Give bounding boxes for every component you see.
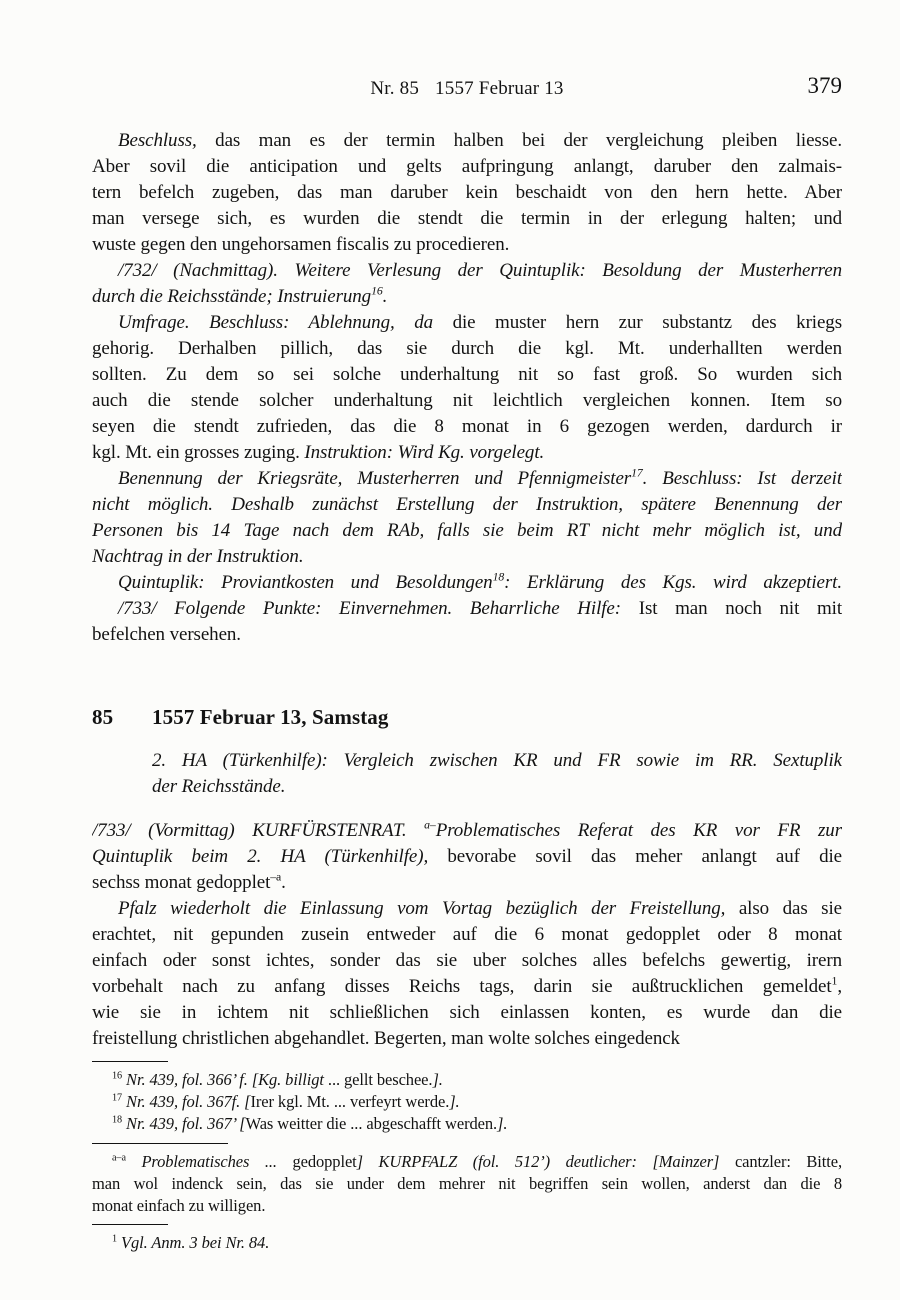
text-line: wie sie in ichtem nit schließlichen sich einlassen konten, es wurde dan die <box>92 1002 842 1023</box>
text-line: erachtet, nit gepunden zusein entweder auf die 6 monat gedopplet oder 8 monat <box>92 924 842 945</box>
text-line: 2. HA (Türkenhilfe): Vergleich zwischen KR und FR sowie im RR. Sextuplik <box>152 750 842 771</box>
text-line: kgl. Mt. ein grosses zuging. Instruktion: Wird Kg. vorgelegt. <box>92 442 545 463</box>
pfalz-paragraph <box>92 896 842 1052</box>
text-line: Beschluss, das man es der termin halben bei der vergleichung pleiben liesse. <box>118 130 842 151</box>
umfrage-paragraph <box>92 310 842 466</box>
quintuplik-paragraph <box>92 570 842 596</box>
text-line: $^1$ Vgl. Anm. 3 bei Nr. 84. <box>112 1233 270 1252</box>
footnote-1 <box>92 1232 842 1254</box>
folgende-punkte-paragraph <box>92 596 842 648</box>
text-line: Quintuplik beim 2. HA (Türkenhilfe), bevorabe sovil das meher anlangt auf die <box>92 846 842 867</box>
text-line: man versege sich, es wurden die stendt die termin in der erlegung halten; und <box>92 208 842 229</box>
text-line: Pfalz wiederholt die Einlassung vom Vortag bezüglich der Freistellung, also das sie <box>118 898 842 919</box>
text-line: sechss monat gedopplet$^{-a}$. <box>92 870 286 893</box>
footnote-17 <box>92 1091 842 1113</box>
text-line: durch die Reichsstände; Instruierung$^{16}$. <box>92 284 388 307</box>
running-head-date: 1557 Februar 13 <box>435 78 564 99</box>
text-line: sollten. Zu dem so sei solche underhaltung nit so fast groß. So wurden sich <box>92 364 842 385</box>
entry-85-heading <box>92 702 842 732</box>
apparatus-note-a <box>92 1151 842 1217</box>
running-head <box>92 78 842 100</box>
nachmittag-session-paragraph <box>92 258 842 310</box>
text-line: Nachtrag in der Instruktion. <box>92 546 304 567</box>
text-line: Aber sovil die anticipation und gelts aufpringung anlangt, daruber den zalmais- <box>92 156 842 177</box>
text-line: Quintuplik: Proviantkosten und Besoldungen$^{18}$: Erklärung des Kgs. wird akzeptiert. <box>118 570 842 593</box>
text-line: der Reichsstände. <box>152 776 286 797</box>
footnote-separator-rule <box>92 1061 168 1062</box>
entry-number: 85 <box>92 705 114 729</box>
text-line: monat einfach zu willigen. <box>92 1196 266 1215</box>
page-number: 379 <box>807 73 842 98</box>
text-line: nicht möglich. Deshalb zunächst Erstellung der Instruktion, spätere Benennung der <box>92 494 842 515</box>
agenda-summary-quote <box>92 748 842 800</box>
text-line: wuste gegen den ungehorsamen fiscalis zu procedieren. <box>92 234 510 255</box>
text-line: vorbehalt nach zu anfang disses Reichs tags, darin sie außtrucklichen gemeldet$^1$, <box>92 974 842 997</box>
text-line: gehorig. Derhalben pillich, das sie durch die kgl. Mt. underhallten werden <box>92 338 842 359</box>
text-line: $^{16}$ Nr. 439, fol. 366’ f. [Kg. billigt ... gellt beschee.]. <box>112 1070 443 1089</box>
entry-title: 1557 Februar 13, Samstag <box>152 705 389 729</box>
running-head-number: Nr. 85 <box>370 78 420 99</box>
text-line: $^{18}$ Nr. 439, fol. 367’ [Was weitter die ... abgeschafft werden.]. <box>112 1114 508 1133</box>
text-line: Personen bis 14 Tage nach dem RAb, falls sie beim RT nicht mehr möglich ist, und <box>92 520 842 541</box>
text-line: $^{a-a}$ Problematisches ... gedopplet] KURPFALZ (fol. 512’) deutlicher: [Mainzer] cantzler: Bitte, <box>112 1152 842 1171</box>
text-line: Benennung der Kriegsräte, Musterherren und Pfennigmeister$^{17}$. Beschluss: Ist derzeit <box>118 466 842 489</box>
text-line: /733/ Folgende Punkte: Einvernehmen. Beharrliche Hilfe: Ist man noch nit mit <box>118 598 842 619</box>
text-line: /732/ (Nachmittag). Weitere Verlesung der Quintuplik: Besoldung der Musterherren <box>118 260 842 281</box>
document-content <box>92 128 842 1254</box>
beschluss-paragraph <box>92 128 842 258</box>
footnote-separator-rule <box>92 1224 168 1225</box>
vormittag-kurfuerstenrat-paragraph <box>92 818 842 896</box>
benennung-paragraph <box>92 466 842 570</box>
text-line: /733/ (Vormittag) KURFÜRSTENRAT. $^{a-}$Problematisches Referat des KR vor FR zur <box>92 818 842 841</box>
page-header <box>92 73 842 108</box>
text-line: tern befelch zugeben, das man daruber kein beschaidt von den hern hette. Aber <box>92 182 842 203</box>
footnote-16 <box>92 1069 842 1091</box>
footnote-separator-rule <box>92 1143 228 1144</box>
text-line: seyen die stendt zufrieden, das die 8 monat in 6 gezogen werden, dardurch ir <box>92 416 842 437</box>
text-line: Umfrage. Beschluss: Ablehnung, da die muster hern zur substantz des kriegs <box>118 312 842 333</box>
text-line: auch die stende solcher underhaltung nit leichtlich vergleichen konnen. Item so <box>92 390 842 411</box>
text-column <box>92 73 842 1254</box>
text-line: man wol indenck sein, das sie under dem mehrer nit begriffen sein wollen, anderst dan die 8 <box>92 1174 842 1193</box>
text-line: einfach oder sonst ichtes, sonder das sie uber solches alles befelchs gewertig, irern <box>92 950 842 971</box>
text-line: freistellung christlichen abgehandlet. Begerten, man wolte solches eingedenck <box>92 1028 680 1049</box>
text-line: befelchen versehen. <box>92 624 241 645</box>
footnote-18 <box>92 1113 842 1135</box>
text-line: $^{17}$ Nr. 439, fol. 367f. [Irer kgl. Mt. ... verfeyrt werde.]. <box>112 1092 460 1111</box>
